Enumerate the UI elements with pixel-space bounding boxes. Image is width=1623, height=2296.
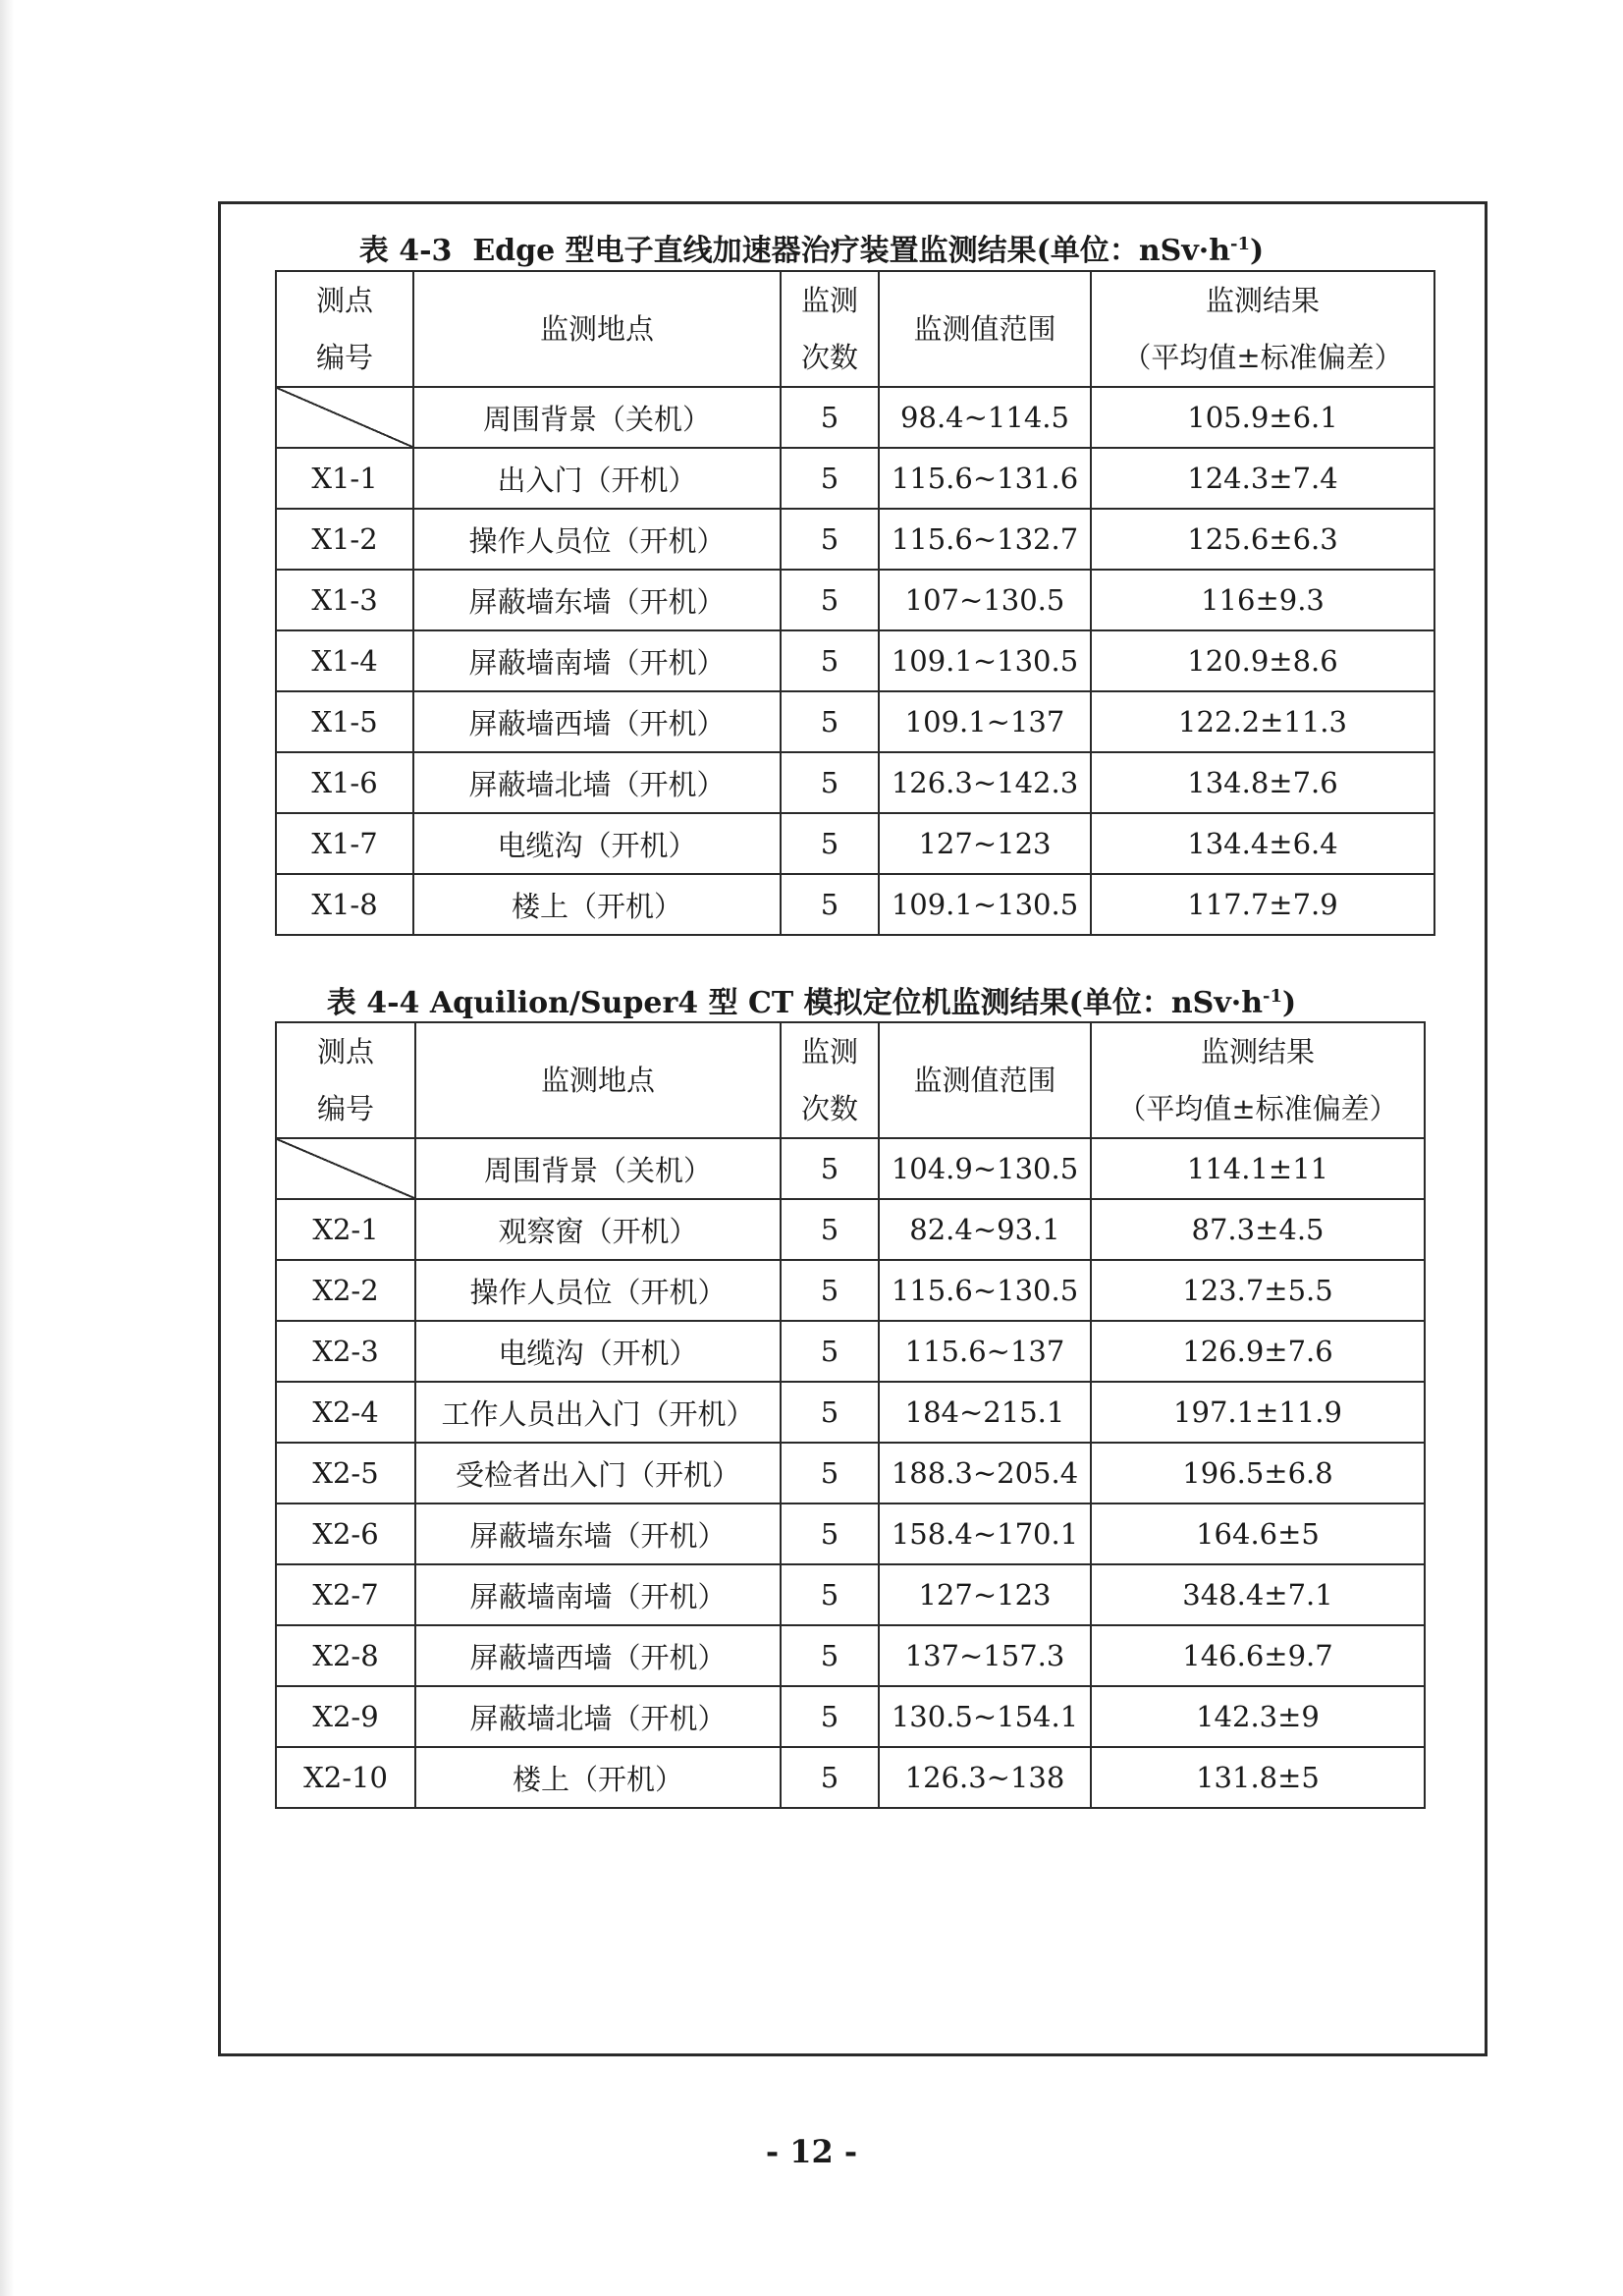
cell-count: 5: [781, 1260, 879, 1321]
cell-point-id: X1-8: [276, 874, 413, 935]
cell-point-id: X2-3: [276, 1321, 415, 1382]
page-border-frame: [218, 201, 1488, 2056]
cell-location: 屏蔽墙东墙（开机）: [413, 570, 781, 630]
cell-point-id: X1-5: [276, 691, 413, 752]
cell-location: 屏蔽墙东墙（开机）: [415, 1503, 781, 1564]
header-range: 监测值范围: [879, 1022, 1091, 1138]
cell-count: 5: [781, 1199, 879, 1260]
caption-main: Aquilion/Super4 型 CT 模拟定位机监测结果(单位：nSv·h: [429, 986, 1264, 1020]
cell-count: 5: [781, 1747, 879, 1808]
cell-range: 109.1~130.5: [879, 630, 1091, 691]
cell-range: 126.3~142.3: [879, 752, 1091, 813]
cell-location: 操作人员位（开机）: [415, 1260, 781, 1321]
cell-range: 109.1~137: [879, 691, 1091, 752]
header-count: 监测 次数: [781, 1022, 879, 1138]
cell-result: 134.8±7.6: [1091, 752, 1434, 813]
cell-range: 188.3~205.4: [879, 1443, 1091, 1503]
cell-range: 158.4~170.1: [879, 1503, 1091, 1564]
cell-count: 5: [781, 509, 879, 570]
cell-count: 5: [781, 752, 879, 813]
cell-location: 屏蔽墙北墙（开机）: [413, 752, 781, 813]
cell-location: 观察窗（开机）: [415, 1199, 781, 1260]
cell-result: 122.2±11.3: [1091, 691, 1434, 752]
header-location: 监测地点: [415, 1022, 781, 1138]
page-number: - 12 -: [765, 2133, 858, 2170]
cell-result: 131.8±5: [1091, 1747, 1425, 1808]
cell-count: 5: [781, 813, 879, 874]
cell-point-id: X1-3: [276, 570, 413, 630]
header-result: 监测结果 （平均值±标准偏差）: [1091, 271, 1434, 387]
cell-count: 5: [781, 1321, 879, 1382]
cell-point-id: X2-2: [276, 1260, 415, 1321]
cell-point-id: X1-2: [276, 509, 413, 570]
caption-sup: -1: [1263, 986, 1283, 1007]
cell-location: 屏蔽墙西墙（开机）: [413, 691, 781, 752]
cell-location: 周围背景（关机）: [415, 1138, 781, 1199]
caption-prefix: 表 4-3: [358, 234, 453, 268]
cell-range: 126.3~138: [879, 1747, 1091, 1808]
cell-count: 5: [781, 1686, 879, 1747]
cell-point-id: X2-9: [276, 1686, 415, 1747]
cell-range: 130.5~154.1: [879, 1686, 1091, 1747]
cell-count: 5: [781, 1503, 879, 1564]
cell-count: 5: [781, 1625, 879, 1686]
cell-location: 电缆沟（开机）: [413, 813, 781, 874]
cell-result: 142.3±9: [1091, 1686, 1425, 1747]
cell-count: 5: [781, 1564, 879, 1625]
header-count: 监测 次数: [781, 271, 879, 387]
cell-count: 5: [781, 691, 879, 752]
cell-result: 120.9±8.6: [1091, 630, 1434, 691]
scan-edge-shadow: [0, 0, 14, 2296]
cell-location: 楼上（开机）: [413, 874, 781, 935]
cell-point-id: X2-10: [276, 1747, 415, 1808]
cell-location: 操作人员位（开机）: [413, 509, 781, 570]
caption-suffix: ): [1282, 986, 1297, 1020]
cell-result: 87.3±4.5: [1091, 1199, 1425, 1260]
cell-point-id: X2-7: [276, 1564, 415, 1625]
cell-count: 5: [781, 874, 879, 935]
cell-location: 屏蔽墙北墙（开机）: [415, 1686, 781, 1747]
cell-result: 134.4±6.4: [1091, 813, 1434, 874]
header-point-id: 测点 编号: [276, 1022, 415, 1138]
cell-result: 124.3±7.4: [1091, 448, 1434, 509]
cell-result: 348.4±7.1: [1091, 1564, 1425, 1625]
cell-result: 117.7±7.9: [1091, 874, 1434, 935]
cell-location: 周围背景（关机）: [413, 387, 781, 448]
cell-point-id: X1-7: [276, 813, 413, 874]
cell-result: 123.7±5.5: [1091, 1260, 1425, 1321]
cell-count: 5: [781, 448, 879, 509]
cell-result: 164.6±5: [1091, 1503, 1425, 1564]
header-result: 监测结果 （平均值±标准偏差）: [1091, 1022, 1425, 1138]
cell-count: 5: [781, 1443, 879, 1503]
cell-location: 工作人员出入门（开机）: [415, 1382, 781, 1443]
cell-range: 127~123: [879, 1564, 1091, 1625]
cell-result: 146.6±9.7: [1091, 1625, 1425, 1686]
cell-count: 5: [781, 1138, 879, 1199]
cell-count: 5: [781, 1382, 879, 1443]
cell-result: 126.9±7.6: [1091, 1321, 1425, 1382]
cell-range: 184~215.1: [879, 1382, 1091, 1443]
cell-point-id: X2-8: [276, 1625, 415, 1686]
cell-count: 5: [781, 570, 879, 630]
header-location: 监测地点: [413, 271, 781, 387]
cell-point-id: X2-5: [276, 1443, 415, 1503]
cell-point-id: X1-4: [276, 630, 413, 691]
caption-suffix: ): [1250, 234, 1265, 268]
cell-range: 115.6~137: [879, 1321, 1091, 1382]
cell-point-id: X2-4: [276, 1382, 415, 1443]
cell-point-id: X1-6: [276, 752, 413, 813]
cell-range: 104.9~130.5: [879, 1138, 1091, 1199]
cell-range: 127~123: [879, 813, 1091, 874]
cell-location: 屏蔽墙南墙（开机）: [415, 1564, 781, 1625]
cell-location: 屏蔽墙西墙（开机）: [415, 1625, 781, 1686]
cell-range: 82.4~93.1: [879, 1199, 1091, 1260]
header-point-id: 测点 编号: [276, 271, 413, 387]
caption-sup: -1: [1230, 234, 1251, 254]
cell-range: 109.1~130.5: [879, 874, 1091, 935]
cell-result: 196.5±6.8: [1091, 1443, 1425, 1503]
cell-location: 电缆沟（开机）: [415, 1321, 781, 1382]
caption-prefix: 表 4-4: [326, 986, 420, 1020]
cell-result: 116±9.3: [1091, 570, 1434, 630]
cell-result: 105.9±6.1: [1091, 387, 1434, 448]
cell-range: 115.6~130.5: [879, 1260, 1091, 1321]
cell-point-id: X2-6: [276, 1503, 415, 1564]
cell-range: 115.6~132.7: [879, 509, 1091, 570]
cell-location: 受检者出入门（开机）: [415, 1443, 781, 1503]
cell-point-id: X1-1: [276, 448, 413, 509]
cell-result: 197.1±11.9: [1091, 1382, 1425, 1443]
caption-main: Edge 型电子直线加速器治疗装置监测结果(单位：nSv·h: [472, 234, 1231, 268]
cell-range: 107~130.5: [879, 570, 1091, 630]
cell-location: 屏蔽墙南墙（开机）: [413, 630, 781, 691]
cell-result: 114.1±11: [1091, 1138, 1425, 1199]
cell-range: 137~157.3: [879, 1625, 1091, 1686]
cell-point-id: X2-1: [276, 1199, 415, 1260]
cell-count: 5: [781, 387, 879, 448]
cell-count: 5: [781, 630, 879, 691]
header-range: 监测值范围: [879, 271, 1091, 387]
cell-location: 楼上（开机）: [415, 1747, 781, 1808]
cell-range: 98.4~114.5: [879, 387, 1091, 448]
cell-location: 出入门（开机）: [413, 448, 781, 509]
cell-result: 125.6±6.3: [1091, 509, 1434, 570]
cell-range: 115.6~131.6: [879, 448, 1091, 509]
